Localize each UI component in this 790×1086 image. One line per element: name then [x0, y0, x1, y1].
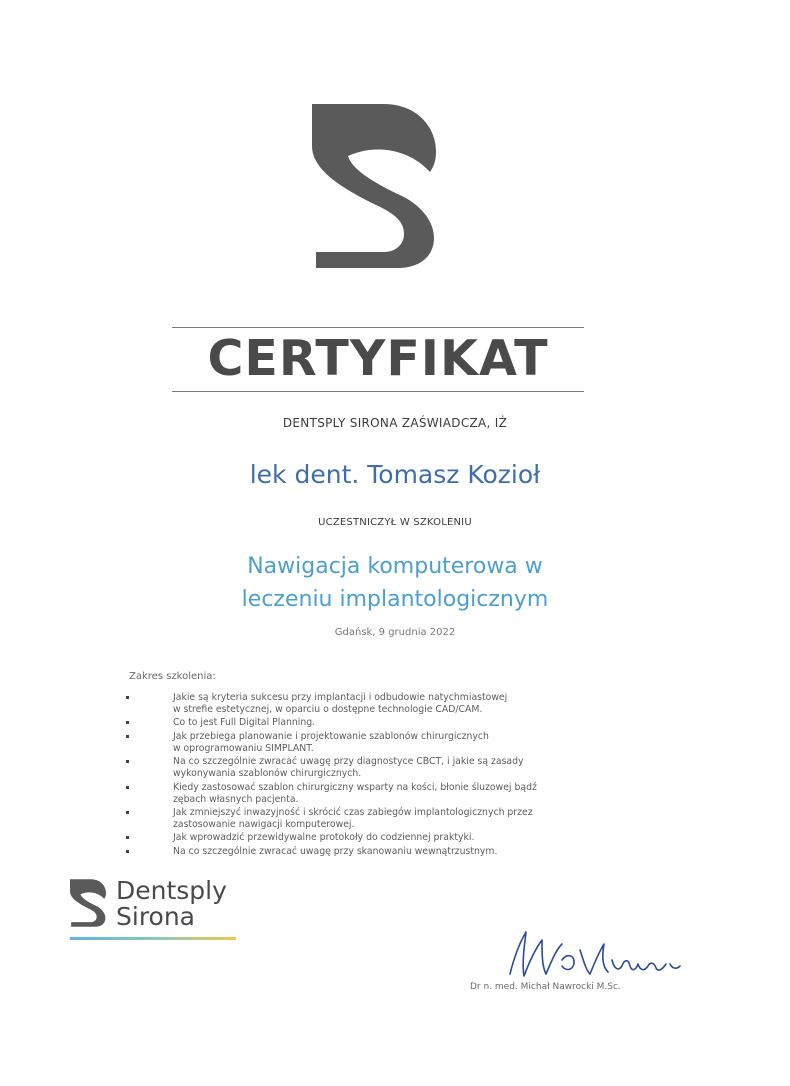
list-item-line: Co to jest Full Digital Planning.: [173, 717, 316, 729]
bullet-icon: [126, 696, 129, 699]
list-item-line: w strefie estetycznej, w oparciu o dostępne technologie CAD/CAM.: [173, 704, 483, 715]
list-item: [126, 807, 646, 831]
signer-name: Dr n. med. Michał Nawrocki M.Sc.: [470, 982, 621, 992]
list-item: [126, 832, 646, 844]
bullet-icon: [126, 721, 129, 724]
list-item: [126, 692, 646, 716]
list-item-line: wykonywania szablonów chirurgicznych.: [173, 768, 362, 780]
brand-name-line-2: Sirona: [116, 902, 196, 931]
scope-list: [126, 692, 646, 859]
list-item-line: Jak wprowadzić przewidywalne protokoły do codziennej praktyki.: [173, 832, 475, 844]
bullet-icon: [126, 760, 129, 763]
list-item: [126, 846, 646, 858]
handwritten-signature: [500, 920, 700, 986]
list-item-line: Jak zmniejszyć inwazyjność i skrócić czas zabiegów implantologicznych przez: [173, 806, 533, 818]
list-item-line: Na co szczególnie zwracać uwagę przy diagnostyce CBCT, i jakie są zasady: [173, 756, 524, 768]
dentsply-sirona-s-logo-icon: [312, 104, 436, 268]
list-item-line: zębach własnych pacjenta.: [173, 793, 299, 805]
bullet-icon: [126, 786, 129, 789]
issue-date: Gdańsk, 9 grudnia 2022: [334, 627, 456, 638]
title-bottom-rule: [172, 391, 584, 392]
brand-name-line-1: Dentsply: [116, 876, 227, 905]
bullet-icon: [126, 735, 129, 738]
list-item-line: Kiedy zastosować szablon chirurgiczny wsparty na kości, błonie śluzowej bądź: [173, 781, 537, 793]
participated-text: UCZESTNICZYŁ W SZKOLENIU: [318, 517, 472, 528]
list-item: [126, 756, 646, 780]
scope-heading: Zakres szkolenia:: [129, 671, 216, 682]
list-item: [126, 731, 646, 755]
bullet-icon: [126, 811, 129, 814]
bullet-icon: [126, 850, 129, 853]
list-item-line: Jakie są kryteria sukcesu przy implantacji i odbudowie natychmiastowej: [173, 692, 508, 703]
list-item-line: zastosowanie nawigacji komputerowej.: [173, 818, 355, 830]
certifies-text: DENTSPLY SIRONA ZAŚWIADCZA, IŻ: [282, 416, 508, 430]
bullet-icon: [126, 836, 129, 839]
title-top-rule: [172, 327, 584, 328]
recipient-name: lek dent. Tomasz Kozioł: [249, 460, 541, 489]
brand-logo: [70, 878, 240, 943]
list-item: [126, 782, 646, 806]
certificate-title: CERTYFIKAT: [207, 330, 549, 387]
list-item: [126, 717, 646, 729]
brand-accent-bar: [70, 937, 236, 940]
list-item-line: Jak przebiega planowanie i projektowanie szablonów chirurgicznych: [173, 730, 489, 742]
dentsply-sirona-s-icon: [70, 878, 106, 928]
course-title: [0, 550, 790, 616]
course-title-line-2: leczeniu implantologicznym: [241, 587, 549, 612]
list-item-line: Na co szczególnie zwracać uwagę przy skanowaniu wewnątrzustnym.: [173, 845, 498, 857]
course-title-line-1: Nawigacja komputerowa w: [247, 554, 543, 579]
brand-name: [116, 878, 227, 930]
list-item-line: w oprogramowaniu SIMPLANT.: [173, 742, 314, 754]
